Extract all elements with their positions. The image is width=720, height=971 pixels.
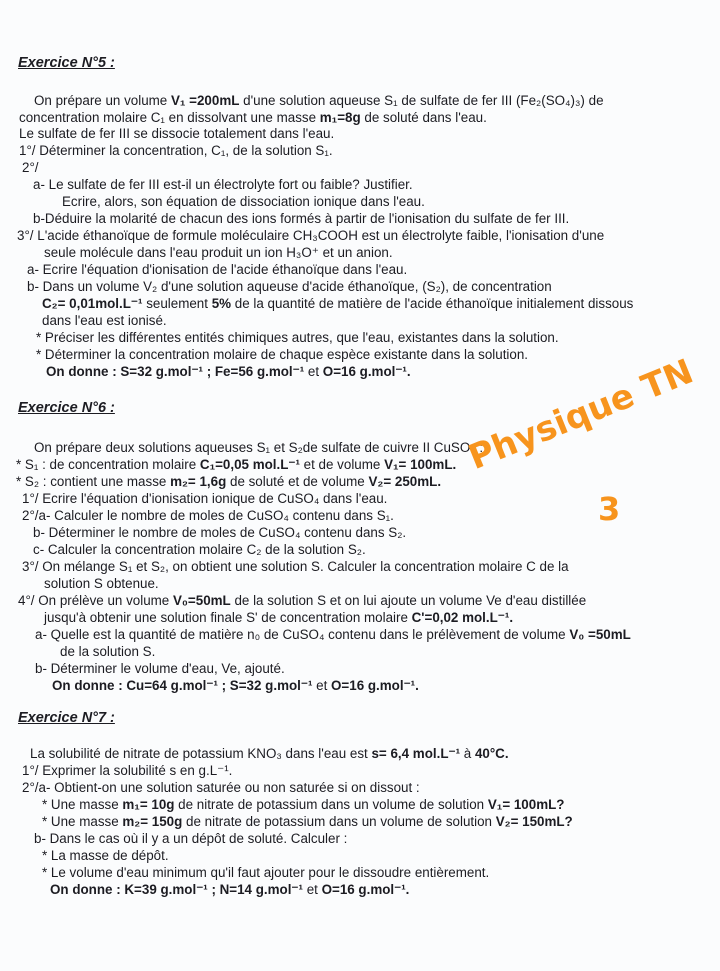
ex6-q3-2: solution S obtenue.	[44, 576, 159, 591]
ex5-q1: 1°/ Déterminer la concentration, C₁, de la solution S₁.	[19, 143, 333, 158]
ex6-s2: * S₂ : contient une masse m₂= 1,6g de soluté et de volume V₂= 250mL.	[16, 474, 442, 489]
ex5-q3: 3°/ L'acide éthanoïque de formule moléculaire CH₃COOH est un électrolyte faible, l'ionisation d'une	[17, 228, 605, 243]
ex6-intro: On prépare deux solutions aqueuses S₁ et S₂de sulfate de cuivre II CuSO₄ :	[34, 440, 484, 455]
ex5-bullet-1: * Préciser les différentes entités chimiques autres, que l'eau, existantes dans la solution.	[36, 330, 559, 345]
ex6-q1: 1°/ Ecrire l'équation d'ionisation ionique de CuSO₄ dans l'eau.	[22, 491, 388, 506]
exercise-6-title: Exercice N°6 :	[18, 400, 115, 416]
ex6-q2c: c- Calculer la concentration molaire C₂ de la solution S₂.	[33, 542, 366, 557]
ex5-q2b: b-Déduire la molarité de chacun des ions formés à partir de l'ionisation du sulfate de fer III.	[33, 211, 570, 226]
ex7-q2a-2: * Une masse m₂= 150g de nitrate de potassium dans un volume de solution V₂= 150mL?	[42, 814, 573, 829]
ex5-q3-2: seule molécule dans l'eau produit un ion H₃O⁺ et un anion.	[44, 245, 393, 260]
ex5-q3b: b- Dans un volume V₂ d'une solution aqueuse d'acide éthanoïque, (S₂), de concentration	[27, 279, 552, 294]
ex7-q2a: 2°/a- Obtient-on une solution saturée ou non saturée si on dissout :	[22, 780, 420, 795]
ex6-q4a-2: de la solution S.	[60, 644, 156, 659]
ex5-line-2: concentration molaire C₁ en dissolvant une masse m₁=8g de soluté dans l'eau.	[19, 110, 487, 125]
ex6-q4a: a- Quelle est la quantité de matière n₀ de CuSO₄ contenu dans le prélèvement de volume V₀ =50mL	[35, 627, 631, 642]
ex5-q2a: a- Le sulfate de fer III est-il un électrolyte fort ou faible? Justifier.	[33, 177, 413, 192]
ex6-q4-2: jusqu'à obtenir une solution finale S' de concentration molaire C'=0,02 mol.L⁻¹.	[44, 610, 514, 625]
ex6-q2b: b- Déterminer le nombre de moles de CuSO₄ contenu dans S₂.	[33, 525, 407, 540]
ex7-given: On donne : K=39 g.mol⁻¹ ; N=14 g.mol⁻¹ et O=16 g.mol⁻¹.	[50, 882, 410, 897]
ex6-given: On donne : Cu=64 g.mol⁻¹ ; S=32 g.mol⁻¹ et O=16 g.mol⁻¹.	[52, 678, 419, 693]
ex7-intro: La solubilité de nitrate de potassium KNO₃ dans l'eau est s= 6,4 mol.L⁻¹ à 40°C.	[30, 746, 509, 761]
ex6-q2a: 2°/a- Calculer le nombre de moles de CuSO₄ contenu dans S₁.	[22, 508, 394, 523]
ex5-q2a-2: Ecrire, alors, son équation de dissociation ionique dans l'eau.	[62, 194, 425, 209]
watermark-line-2: 3	[598, 490, 621, 528]
ex6-q4b: b- Déterminer le volume d'eau, Ve, ajouté.	[35, 661, 285, 676]
ex7-q2b: b- Dans le cas où il y a un dépôt de soluté. Calculer :	[34, 831, 348, 846]
exercise-7-title: Exercice N°7 :	[18, 710, 115, 726]
ex5-q3b-3: dans l'eau est ionisé.	[42, 313, 167, 328]
ex6-q3: 3°/ On mélange S₁ et S₂, on obtient une solution S. Calculer la concentration molaire C de la	[22, 559, 569, 574]
ex5-bullet-2: * Déterminer la concentration molaire de chaque espèce existante dans la solution.	[36, 347, 529, 362]
ex7-q2a-1: * Une masse m₁= 10g de nitrate de potassium dans un volume de solution V₁= 100mL?	[42, 797, 565, 812]
exercise-5-title: Exercice N°5 :	[18, 55, 115, 71]
ex5-q3b-2: C₂= 0,01mol.L⁻¹ seulement 5% de la quantité de matière de l'acide éthanoïque initialement dissous	[42, 296, 634, 311]
ex5-q3a: a- Ecrire l'équation d'ionisation de l'acide éthanoïque dans l'eau.	[27, 262, 408, 277]
ex5-q2: 2°/	[22, 160, 39, 175]
ex7-q2b-1: * La masse de dépôt.	[42, 848, 169, 863]
watermark	[463, 351, 718, 548]
ex5-line-1: On prépare un volume V₁ =200mL d'une solution aqueuse S₁ de sulfate de fer III (Fe₂(SO₄)₃) de	[34, 93, 604, 108]
ex5-line-3: Le sulfate de fer III se dissocie totalement dans l'eau.	[19, 126, 335, 141]
ex5-given: On donne : S=32 g.mol⁻¹ ; Fe=56 g.mol⁻¹ et O=16 g.mol⁻¹.	[46, 364, 411, 379]
ex6-s1: * S₁ : de concentration molaire C₁=0,05 mol.L⁻¹ et de volume V₁= 100mL.	[16, 457, 457, 472]
ex7-q2b-2: * Le volume d'eau minimum qu'il faut ajouter pour le dissoudre entièrement.	[42, 865, 490, 880]
watermark-line-1: Physique TN	[463, 351, 699, 478]
ex6-q4: 4°/ On prélève un volume V₀=50mL de la solution S et on lui ajoute un volume Ve d'eau distillée	[18, 593, 587, 608]
ex7-q1: 1°/ Exprimer la solubilité s en g.L⁻¹.	[22, 763, 233, 778]
